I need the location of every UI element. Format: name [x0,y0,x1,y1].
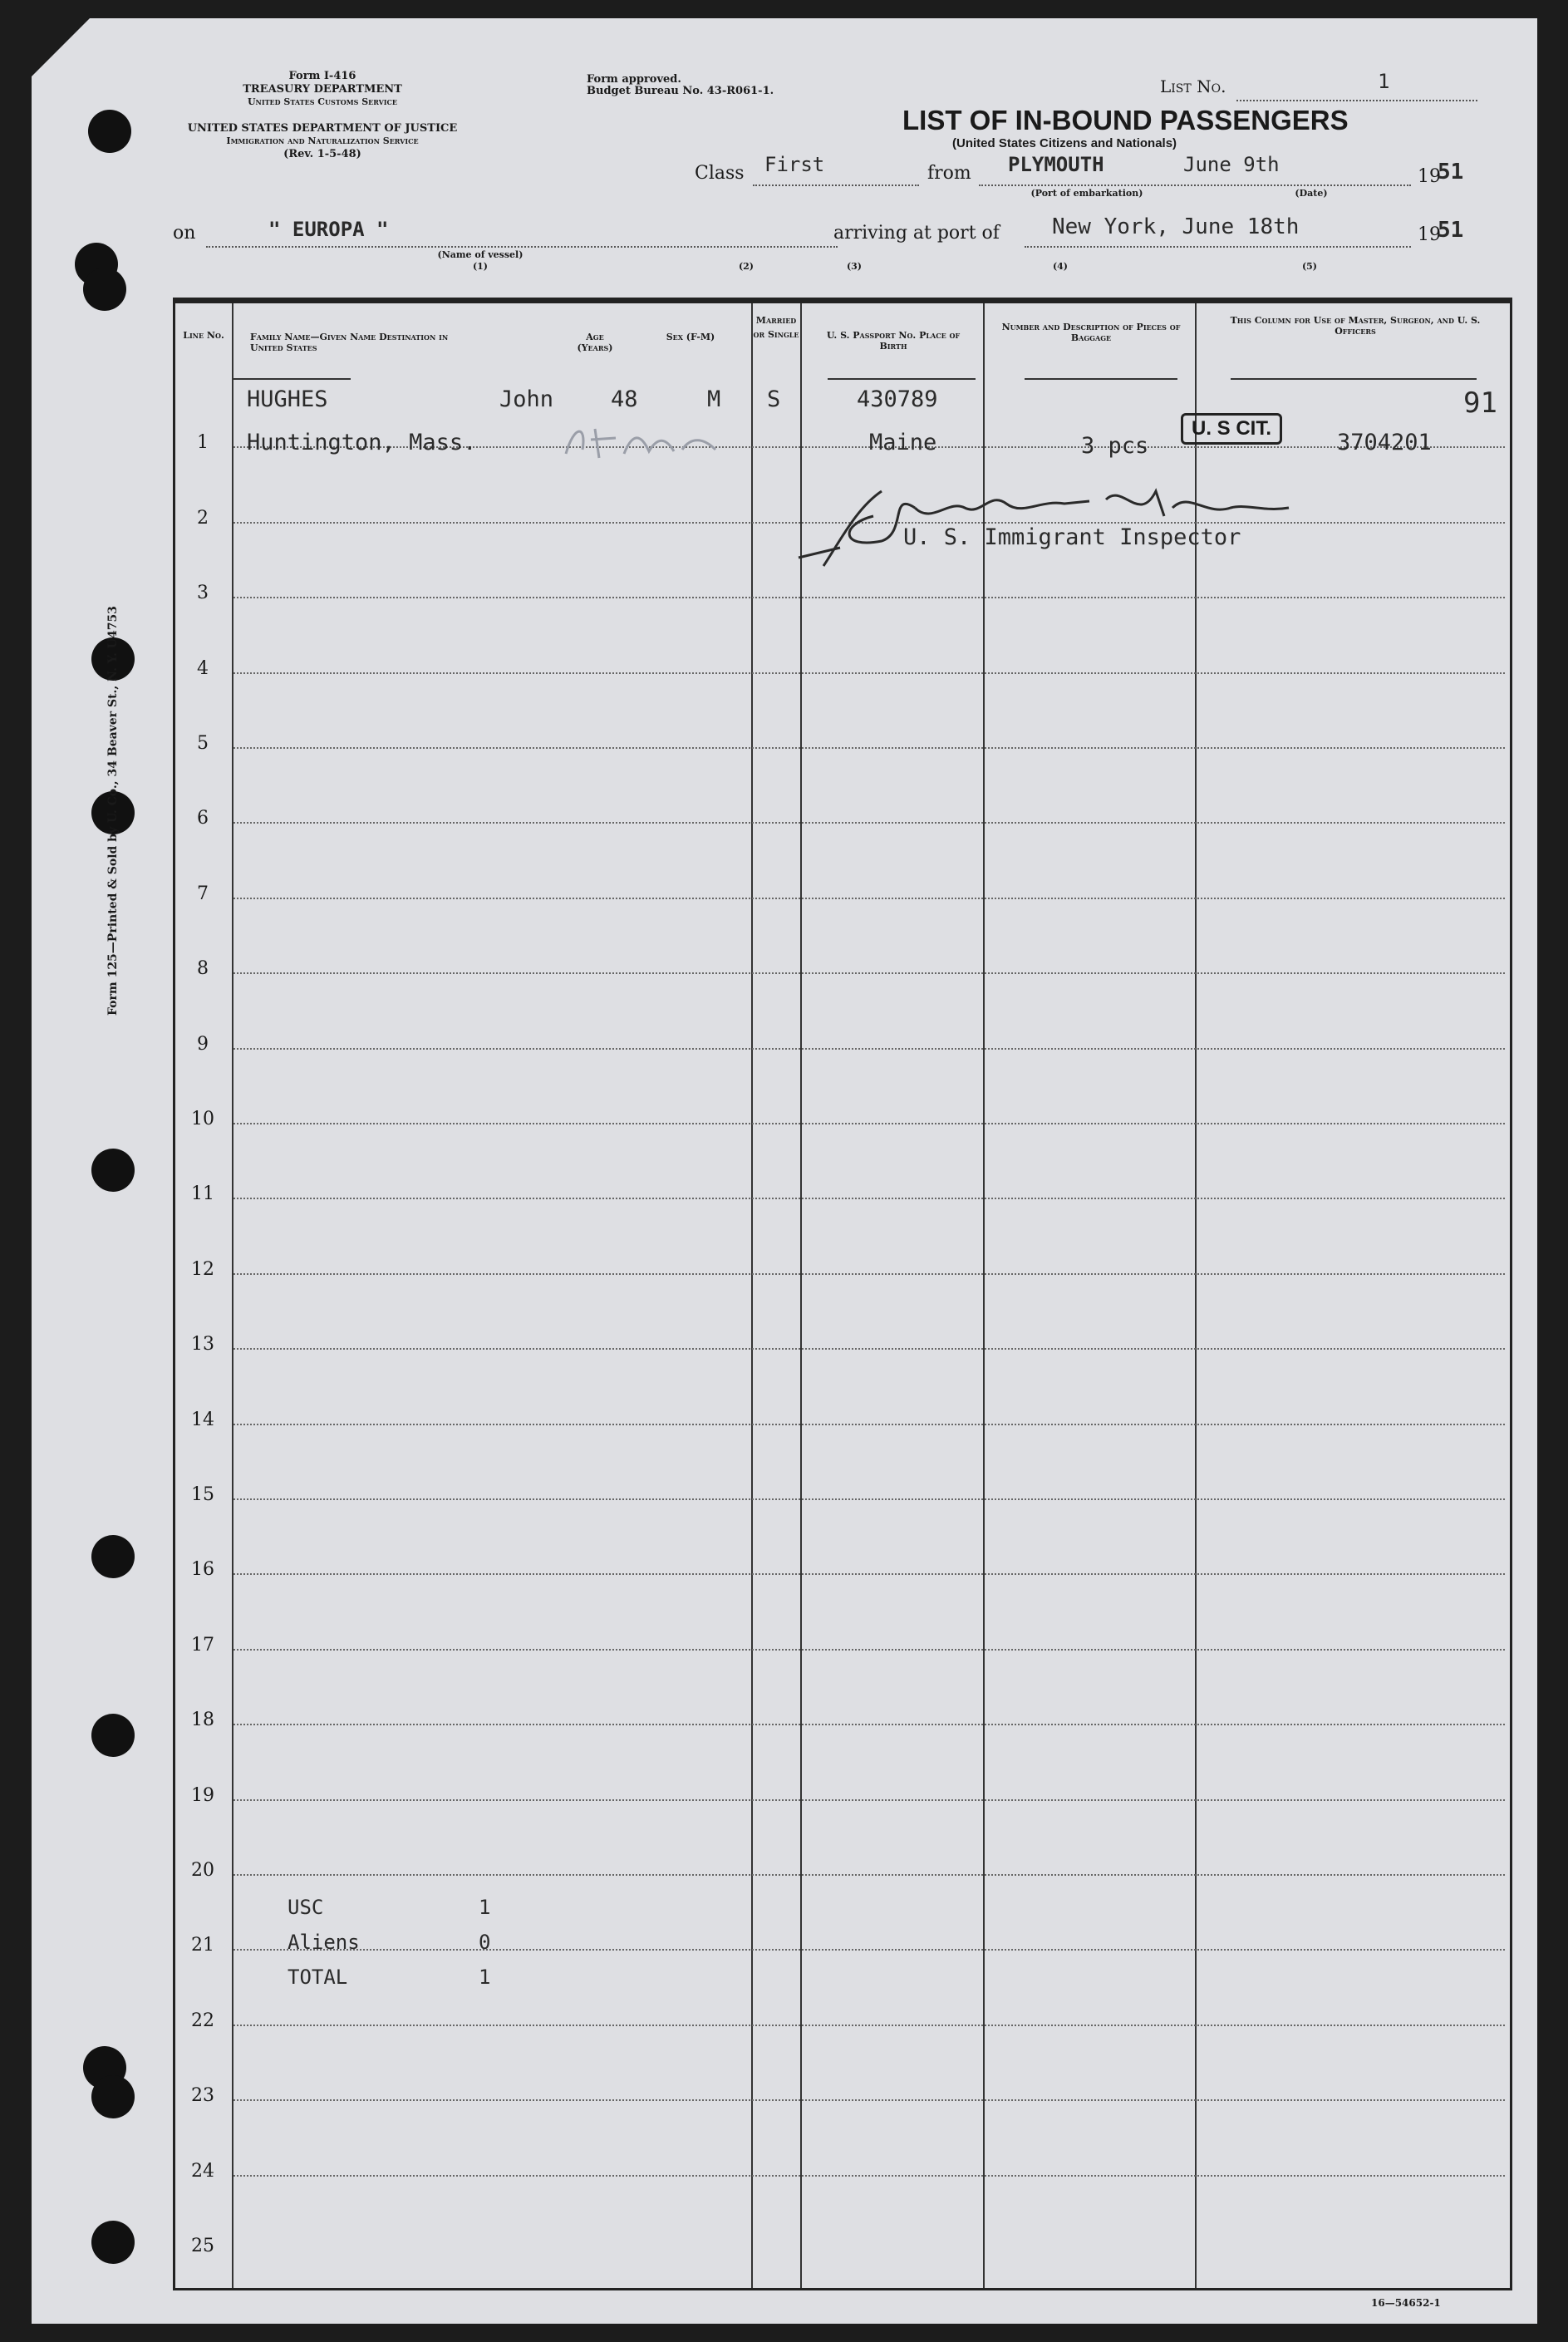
officer-code: 3704201 [1337,430,1432,455]
row-dotted-line [233,1273,1505,1275]
arrival-value: New York, June 18th [1052,214,1300,239]
budget-bureau: Budget Bureau No. 43-R061-1. [587,85,774,97]
form-number: Form I-416 [288,70,356,82]
line-number: 11 [191,1183,214,1205]
sex-value: M [707,386,721,412]
class-line [753,185,919,186]
table-row [175,1585,1510,1660]
binder-hole [91,2221,135,2264]
col-name: Family Name—Given Name Destination in United States [250,332,449,353]
passenger-table [173,298,1512,2290]
line-number: 25 [191,2235,214,2256]
row-dotted-line [233,1348,1505,1350]
row-dotted-line [233,1498,1505,1500]
row-dotted-line [233,1724,1505,1725]
officer-number: 91 [1463,386,1497,420]
binder-hole [91,2075,135,2118]
table-row [175,1435,1510,1510]
pencil-note-scribble [558,416,740,466]
row-dotted-line [233,972,1505,974]
table-row [175,1060,1510,1134]
form-subtitle: (United States Citizens and Nationals) [952,136,1177,150]
table-row [175,1360,1510,1434]
date-value: June 9th [1183,153,1280,176]
usc-label: USC [288,1896,324,1919]
line-number: 20 [191,1859,214,1881]
binder-hole [91,1149,135,1192]
row-dotted-line [233,747,1505,749]
usc-value: 1 [479,1896,491,1919]
binder-hole [88,110,131,153]
passport-value: 430789 [857,386,938,412]
row-dotted-line [233,1874,1505,1876]
table-top-rule [175,300,1510,303]
binder-hole [83,268,126,311]
row-dotted-line [233,2025,1505,2026]
age-value: 48 [611,386,638,412]
line-number: 4 [197,657,209,679]
inspector-signature [790,458,1305,574]
col-age: Age (Years) [577,332,613,353]
row-dotted-line [233,2175,1505,2177]
line-number: 16 [191,1559,214,1581]
table-row [175,1886,1510,1961]
class-label: Class [695,163,745,184]
table-row [175,1661,1510,1735]
marital-value: S [767,386,781,412]
row-dotted-line [233,597,1505,598]
line-number: 21 [191,1935,214,1956]
destination-value: Huntington, Mass. [247,430,477,455]
col-officers: This Column for Use of Master, Surgeon, and U. S. Officers [1230,315,1481,337]
header-rule [1025,378,1177,380]
table-row [175,834,1510,908]
year2-prefix: 19 [1418,224,1441,245]
citizen-stamp: U. S CIT. [1181,413,1282,445]
year-value: 51 [1438,160,1464,185]
row-dotted-line [233,672,1505,674]
line-number: 15 [191,1483,214,1505]
line-number: 22 [191,2010,214,2031]
line-number: 17 [191,1634,214,1656]
row-dotted-line [233,2099,1505,2101]
line-number: 7 [197,883,209,904]
table-row [175,909,1510,984]
form-title: LIST OF IN-BOUND PASSENGERS [902,105,1349,135]
from-label: from [927,163,971,184]
dept-treasury: TREASURY DEPARTMENT [243,83,402,96]
table-row [175,1961,1510,2035]
aliens-label: Aliens [288,1931,360,1954]
port-caption: (Port of embarkation) [1030,188,1143,199]
list-no-line [1236,100,1477,101]
row-dotted-line [233,1649,1505,1651]
revision: (Rev. 1-5-48) [283,148,361,160]
dept-justice: UNITED STATES DEPARTMENT OF JUSTICE [187,122,458,135]
class-value: First [764,153,825,176]
table-row [175,1134,1510,1209]
line-number: 3 [197,583,209,604]
year-prefix: 19 [1418,166,1441,187]
line-number: 1 [197,432,209,454]
line-number: 18 [191,1710,214,1731]
table-row [175,1735,1510,1810]
col-line-no: Line No. [183,330,224,341]
col-sex: Sex (F-M) [666,332,715,342]
table-row [175,1510,1510,1585]
footer-code: 16—54652-1 [1371,2297,1441,2309]
given-name: John [499,386,554,412]
row-dotted-line [233,1949,1505,1951]
line-number: 10 [191,1108,214,1129]
binder-hole [91,1535,135,1578]
table-row [175,1811,1510,1886]
row-dotted-line [233,822,1505,824]
binder-hole [91,1714,135,1757]
row-dotted-line [233,1198,1505,1199]
col-married: Married or Single [753,315,799,340]
table-row [175,608,1510,683]
line-number: 6 [197,808,209,829]
row-dotted-line [233,1048,1505,1050]
manifest-page [32,18,1537,2324]
header-rule [233,378,351,380]
col-passport: U. S. Passport No. Place of Birth [826,330,961,352]
family-name: HUGHES [247,386,328,412]
row-dotted-line [233,1123,1505,1124]
line-number: 24 [191,2160,214,2182]
vessel-value: " EUROPA " [268,218,389,241]
col-baggage: Number and Description of Pieces of Baggage [1001,322,1181,343]
inspector-title: U. S. Immigrant Inspector [903,524,1241,550]
col-num-3: (3) [846,261,863,272]
line-number: 23 [191,2085,214,2107]
line-number: 14 [191,1409,214,1430]
row-dotted-line [233,1424,1505,1425]
col-num-1: (1) [472,261,489,272]
folded-corner [32,18,90,76]
list-no-label: List No. [1160,76,1226,96]
table-row [175,2111,1510,2186]
table-row [175,1209,1510,1284]
dept-justice-sub: Immigration and Naturalization Service [226,135,419,146]
col-num-5: (5) [1301,261,1318,272]
aliens-value: 0 [479,1931,491,1954]
table-row [175,1285,1510,1360]
row-dotted-line [233,898,1505,899]
header-rule [828,378,976,380]
table-row [175,759,1510,834]
arrival-line [1025,246,1411,248]
header-rule [1231,378,1477,380]
table-row [175,2036,1510,2111]
birthplace-value: Maine [869,430,937,455]
arriving-label: arriving at port of [833,223,1000,244]
year2-value: 51 [1438,218,1464,243]
line-number: 13 [191,1334,214,1356]
row-dotted-line [233,1799,1505,1801]
table-row [175,2187,1510,2261]
list-no-value: 1 [1378,70,1390,93]
port-value: PLYMOUTH [1008,153,1104,176]
vessel-caption: (Name of vessel) [437,249,523,260]
total-label: TOTAL [288,1966,348,1989]
date-caption: (Date) [1295,188,1328,199]
table-row [175,984,1510,1059]
line-number: 5 [197,732,209,754]
from-line [979,185,1411,186]
baggage-value: 3 pcs [1081,433,1149,459]
col-num-2: (2) [738,261,755,272]
line-number: 8 [197,958,209,980]
printer-imprint: Form 125—Printed & Sold by U. Co., 34 Beaver St., N. Y. U4753 [106,606,120,1016]
row-dotted-line [233,1573,1505,1575]
on-label: on [173,223,196,244]
col-num-4: (4) [1052,261,1069,272]
line-number: 2 [197,507,209,529]
line-number: 12 [191,1258,214,1280]
form-approved: Form approved. [587,73,681,86]
line-number: 19 [191,1784,214,1806]
table-row [175,684,1510,759]
dept-treasury-sub: United States Customs Service [247,96,398,107]
total-value: 1 [479,1966,491,1989]
line-number: 9 [197,1033,209,1055]
vessel-line [206,246,838,248]
